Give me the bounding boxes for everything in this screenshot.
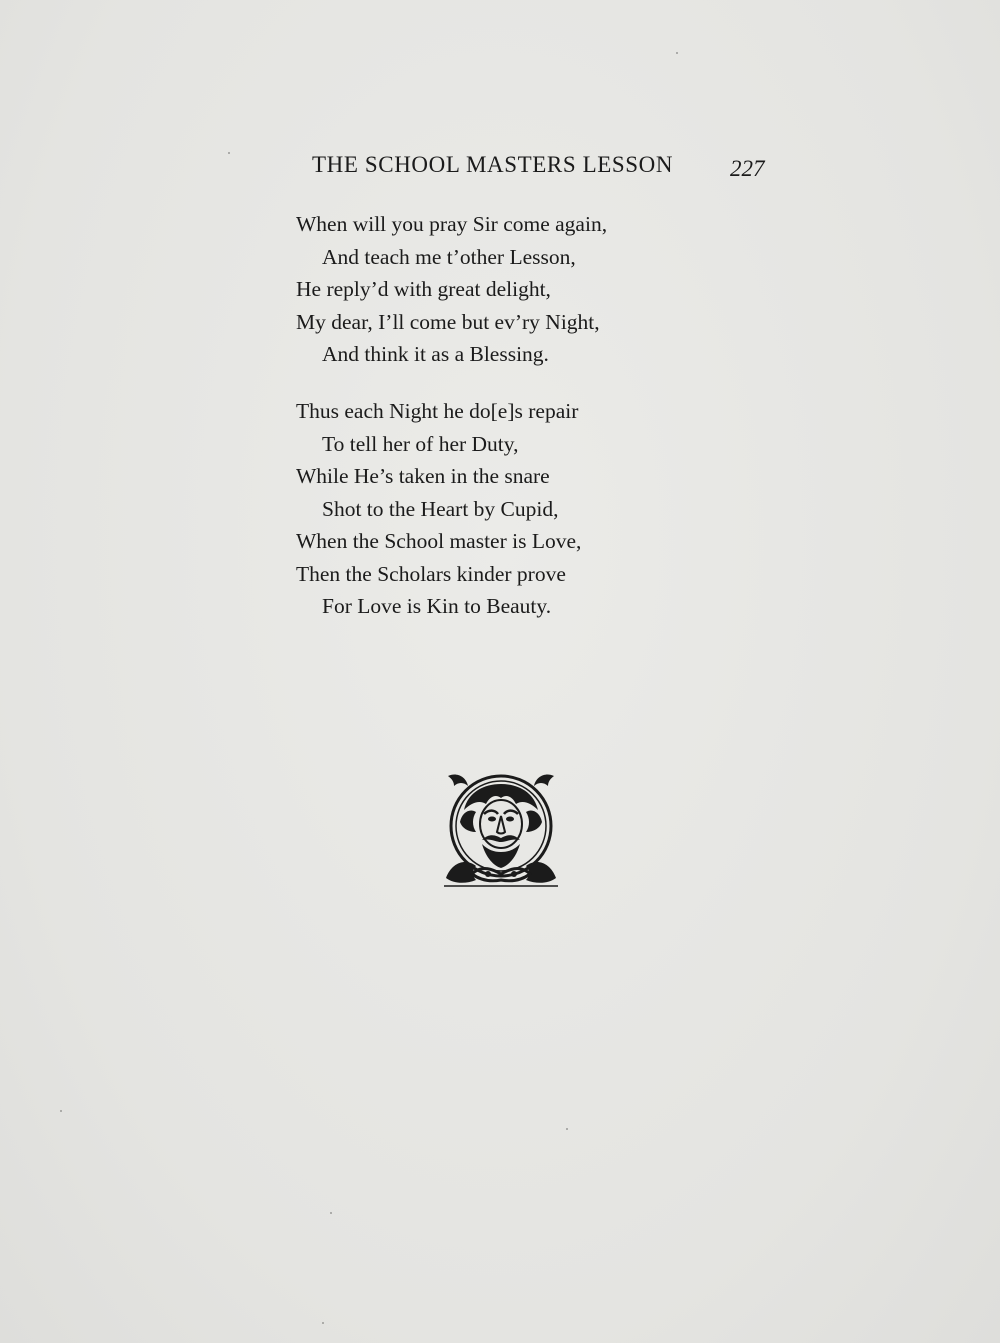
stanza-2 bbox=[296, 395, 716, 623]
poem-line: Thus each Night he do[e]s repair bbox=[296, 399, 579, 423]
paper-speck bbox=[330, 1212, 332, 1214]
paper-speck bbox=[566, 1128, 568, 1130]
poem-line: For Love is Kin to Beauty. bbox=[322, 594, 552, 618]
paper-speck bbox=[60, 1110, 62, 1112]
poem-line: When will you pray Sir come again, bbox=[296, 212, 608, 236]
running-head bbox=[312, 152, 782, 188]
poem-line: And think it as a Blessing. bbox=[322, 342, 549, 366]
paper-speck bbox=[228, 152, 230, 154]
poem-line: And teach me t’other Lesson, bbox=[322, 244, 576, 269]
paper-speck bbox=[676, 52, 678, 54]
poem-line: Shot to the Heart by Cupid, bbox=[322, 496, 559, 521]
poem-line: While He’s taken in the snare bbox=[296, 464, 550, 488]
poem-line: My dear, I’ll come but ev’ry Night, bbox=[296, 309, 600, 334]
poem-line: When the School master is Love, bbox=[296, 529, 582, 553]
poem-line: To tell her of her Duty, bbox=[322, 431, 519, 456]
green-man-mask-icon bbox=[442, 770, 560, 888]
running-title: THE SCHOOL MASTERS LESSON bbox=[312, 152, 674, 177]
poem-line: Then the Scholars kinder prove bbox=[296, 561, 566, 586]
poem-line: He reply’d with great delight, bbox=[296, 277, 551, 301]
paper-speck bbox=[322, 1322, 324, 1324]
stanza-1 bbox=[296, 208, 716, 371]
page-number: 227 bbox=[730, 156, 765, 181]
